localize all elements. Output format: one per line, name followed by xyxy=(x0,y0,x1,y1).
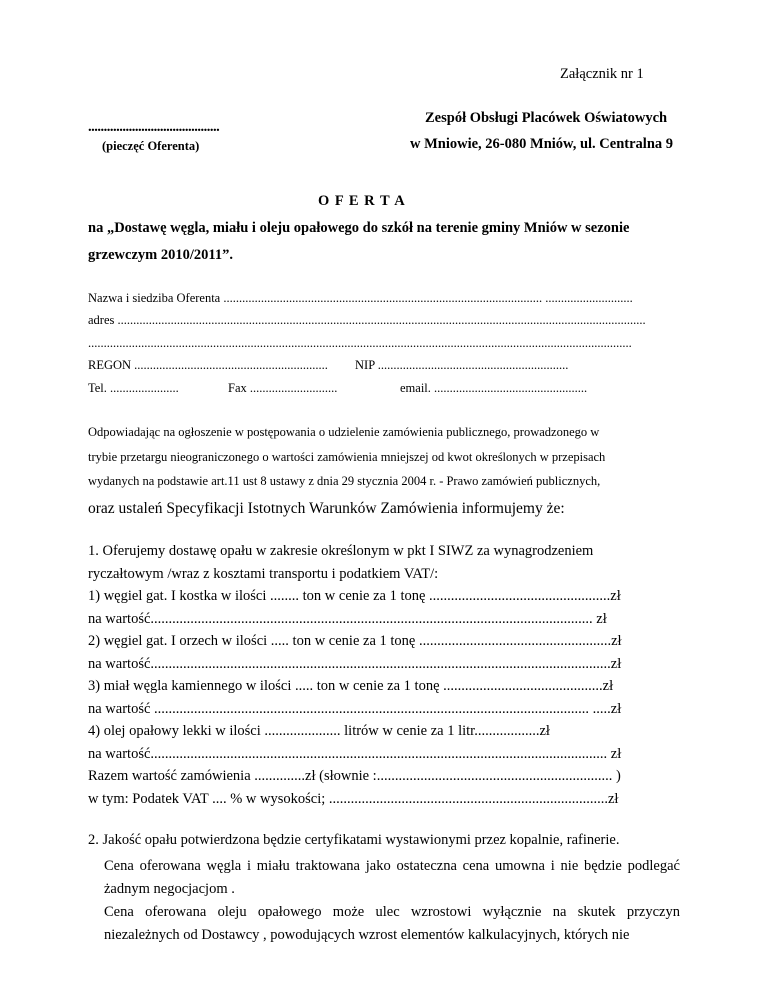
item-2-line: 2) węgiel gat. I orzech w ilości ..... ton w cenie za 1 tonę .....................................................zł xyxy=(88,633,622,649)
section1-heading-1: 1. Oferujemy dostawę opału w zakresie określonym w pkt I SIWZ za wynagrodzeniem xyxy=(88,543,594,559)
fax-field: Fax ............................ xyxy=(228,381,338,395)
subject-line-2: grzewczym 2010/2011”. xyxy=(88,247,233,263)
email-field: email. ................................................. xyxy=(400,381,588,395)
bidder-address-field-2: .............................................................................................................................................................................. xyxy=(88,336,632,350)
bidder-address-field: adres ......................................................................................................................................................................... xyxy=(88,313,646,327)
regon-field: REGON .............................................................. xyxy=(88,358,328,372)
section1-heading-2: ryczałtowym /wraz z kosztami transportu i podatkiem VAT/: xyxy=(88,566,439,582)
tel-field: Tel. ...................... xyxy=(88,381,179,395)
item-3-value-line: na wartość ........................................................................................................................ .....zł xyxy=(88,701,622,717)
intro-line-4: oraz ustaleń Specyfikacji Istotnych Warunków Zamówienia informujemy że: xyxy=(88,500,565,517)
attachment-label: Załącznik nr 1 xyxy=(560,66,644,82)
item-4-value-line: na wartość.............................................................................................................................. zł xyxy=(88,746,622,762)
intro-line-2: trybie przetargu nieograniczonego o wartości zamówienia mniejszej od kwot określonych w przepisach xyxy=(88,450,606,464)
stamp-dots: .......................................... xyxy=(88,119,220,135)
intro-line-1: Odpowiadając na ogłoszenie w postępowania o udzielenie zamówienia publicznego, prowadzonego w xyxy=(88,425,600,439)
bidder-name-field: Nazwa i siedziba Oferenta ...................................................................................................... ............................ xyxy=(88,291,633,305)
section2-paragraph-2: Cena oferowana oleju opałowego może ulec wzrostowi wyłącznie na skutek przyczyn niezależnych od Dostawcy , powodujących wzrost elementów kalkulacyjnych, których nie xyxy=(104,904,680,943)
item-3-line: 3) miał węgla kamiennego w ilości ..... ton w cenie za 1 tonę ............................................zł xyxy=(88,678,614,694)
organization-address: w Mniowie, 26-080 Mniów, ul. Centralna 9 xyxy=(410,136,674,152)
organization-name: Zespół Obsługi Placówek Oświatowych xyxy=(425,110,668,126)
item-1-value-line: na wartość.......................................................................................................................... zł xyxy=(88,611,607,627)
document-title: O F E R T A xyxy=(318,193,406,209)
item-4-line: 4) olej opałowy lekki w ilości ..................... litrów w cenie za 1 litr..................zł xyxy=(88,723,550,739)
stamp-label: (pieczęć Oferenta) xyxy=(102,139,200,153)
section2-paragraph-1: Cena oferowana węgla i miału traktowana jako ostateczna cena umowna i nie będzie podlegać żadnym negocjacjom . xyxy=(104,858,680,897)
item-1-line: 1) węgiel gat. I kostka w ilości ........ ton w cenie za 1 tonę ..................................................zł xyxy=(88,588,621,604)
item-2-value-line: na wartość...............................................................................................................................zł xyxy=(88,656,622,672)
intro-line-3: wydanych na podstawie art.11 ust 8 ustawy z dnia 29 stycznia 2004 r. - Prawo zamówień publicznych, xyxy=(88,474,601,488)
section2-line-1: 2. Jakość opału potwierdzona będzie certyfikatami wystawionymi przez kopalnie, rafinerie. xyxy=(88,832,620,848)
vat-line: w tym: Podatek VAT .... % w wysokości; .............................................................................zł xyxy=(88,791,619,807)
subject-line-1: na „Dostawę węgla, miału i oleju opałowego do szkół na terenie gminy Mniów w sezonie xyxy=(88,220,630,236)
nip-field: NIP ............................................................. xyxy=(355,358,569,372)
total-line: Razem wartość zamówienia ..............zł (słownie :................................................................. ) xyxy=(88,768,621,784)
